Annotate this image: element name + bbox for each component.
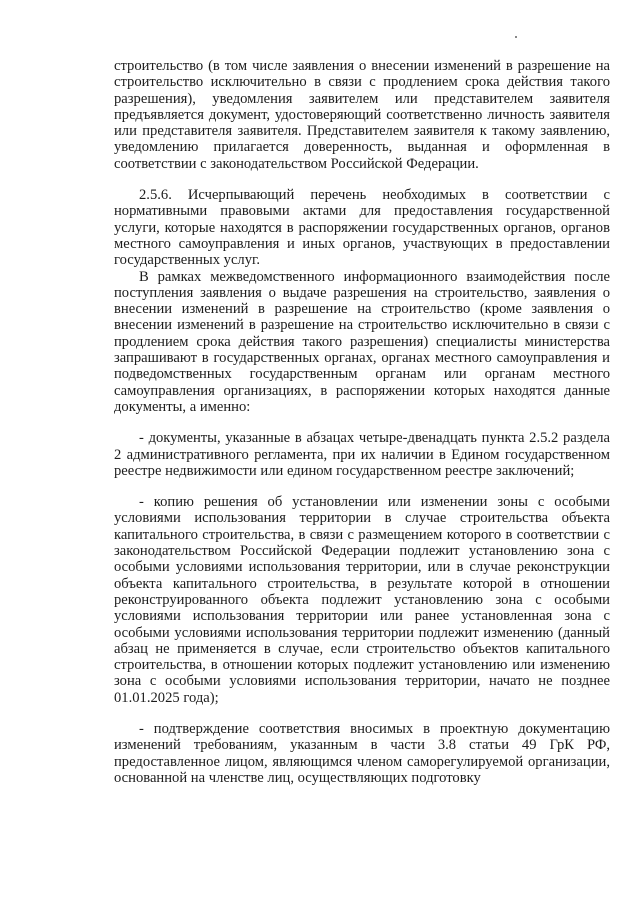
paragraph-interagency-requests: В рамках межведомственного информационного взаимодействия после поступления заявления о выдаче разрешения на строительство, заявления о внесении изменений в разрешение на строительство (кроме заявления о внесении изменений в разрешение на строительство исключительно в связи с продлением срока действия такого разрешения) специалисты министерства запрашивают в государственных органах, органах местного самоуправления и подведомственных государственным органам или органам местного самоуправления организациях, в распоряжении которых находятся данные документы, а именно:: [114, 268, 610, 415]
list-item-zone-decision: - копию решения об установлении или изменении зоны с особыми условиями использования территории в случае строительства объекта капитального строительства, в связи с размещением которого в соответствии с законодательством Российской Федерации подлежит установлению зона с особыми условиями использования территории, или в случае реконструкции объекта капитального строительства, в результате которой в отношении реконструированного объекта подлежит установлению зона с особыми условиями использования территории или ранее установленная зона с особыми условиями использования территории подлежит изменению (данный абзац не применяется в случае, если строительство объектов капитального строительства, в отношении которых подлежит установлению или изменению зона с особыми условиями использования территории, начато не позднее 01.01.2025 года);: [114, 494, 610, 706]
list-item-registry-documents: - документы, указанные в абзацах четыре-двенадцать пункта 2.5.2 раздела 2 административного регламента, при их наличии в Едином государственном реестре недвижимости или едином государственном реестре заключений;: [114, 430, 610, 479]
scan-speck: [515, 36, 517, 38]
paragraph-section-2-5-6: 2.5.6. Исчерпывающий перечень необходимых в соответствии с нормативными правовыми актами для предоставления государственной услуги, которые находятся в распоряжении государственных органов, органов местного самоуправления и иных органов, участвующих в предоставлении государственных услуг.: [114, 187, 610, 269]
list-item-compliance-confirmation: - подтверждение соответствия вносимых в проектную документацию изменений требованиям, указанным в части 3.8 статьи 49 ГрК РФ, предоставленное лицом, являющимся членом саморегулируемой организации, основанной на членстве лиц, осуществляющих подготовку: [114, 720, 610, 786]
paragraph-applicant-documents: строительство (в том числе заявления о внесении изменений в разрешение на строительство исключительно в связи с продлением срока действия такого разрешения), уведомления заявителем или представителем заявителя предъявляется документ, удостоверяющий соответственно личность заявителя или представителя заявителя. Представителем заявителя к такому заявлению, уведомлению прилагается доверенность, выданная и оформленная в соответствии с законодательством Российской Федерации.: [114, 58, 610, 172]
